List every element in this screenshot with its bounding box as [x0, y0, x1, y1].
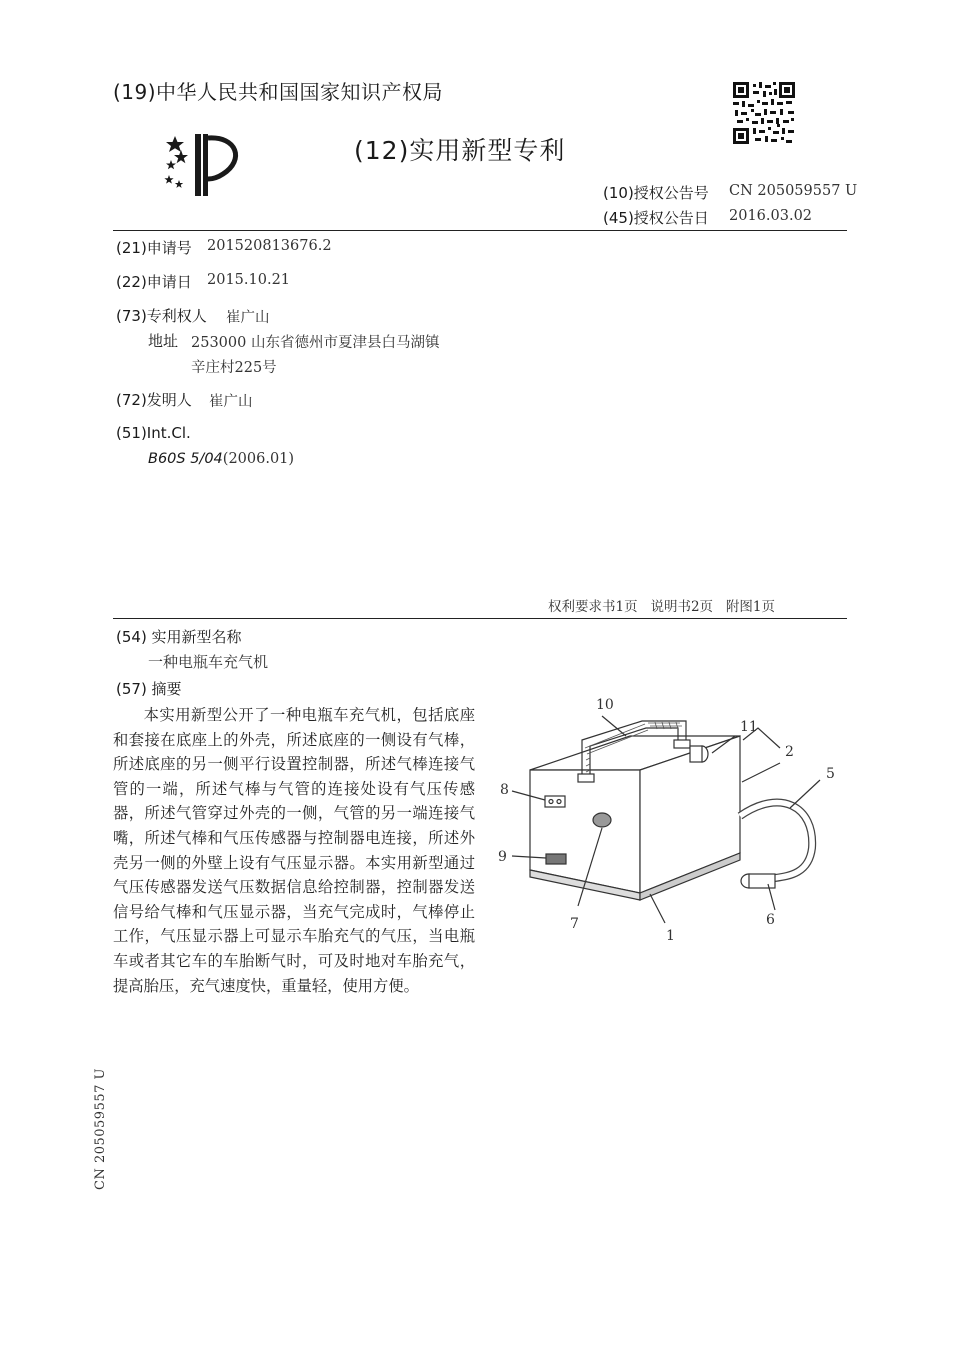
publication-number-label: (10)授权公告号: [603, 184, 709, 202]
device-drawing: [490, 688, 850, 943]
ipc-label: (51)Int.Cl.: [116, 424, 191, 442]
patentee-label: (73)专利权人: [116, 307, 207, 325]
publication-date: 2016.03.02: [729, 208, 813, 224]
ipc-code: B60S 5/04: [148, 451, 223, 467]
label-6: 6: [766, 912, 775, 928]
qr-code-icon: [733, 82, 795, 144]
abstract-label: (57) 摘要: [116, 680, 182, 698]
ipc-version: (2006.01): [222, 451, 295, 467]
label-11: 11: [740, 719, 758, 735]
biblio-divider: [113, 618, 847, 619]
side-publication-number: CN 205059557 U: [93, 1068, 108, 1190]
office-name: (19)中华人民共和国国家知识产权局: [113, 80, 444, 104]
label-5: 5: [826, 766, 835, 782]
label-1: 1: [666, 928, 675, 943]
header-divider: [113, 230, 847, 231]
ipc-classification: [148, 450, 294, 468]
inventor: 崔广山: [209, 394, 253, 410]
application-date: 2015.10.21: [207, 272, 291, 288]
patentee: 崔广山: [226, 310, 270, 326]
document-type-heading: (12)实用新型专利: [354, 136, 566, 165]
label-7: 7: [570, 916, 579, 932]
label-9: 9: [498, 849, 507, 865]
title-section-label: (54) 实用新型名称: [116, 628, 242, 646]
address-label: 地址: [148, 332, 179, 350]
label-10: 10: [596, 697, 614, 713]
application-date-label: (22)申请日: [116, 273, 192, 291]
cnipa-emblem-icon: [157, 130, 247, 200]
page-count: 权利要求书1页 说明书2页 附图1页: [548, 599, 776, 615]
label-8: 8: [500, 782, 509, 798]
address-line-1: 253000 山东省德州市夏津县白马湖镇: [191, 335, 440, 351]
utility-model-title: 一种电瓶车充气机: [148, 653, 269, 671]
application-number-label: (21)申请号: [116, 239, 192, 257]
address-line-2: 辛庄村225号: [191, 360, 277, 376]
application-number: 201520813676.2: [207, 238, 332, 254]
abstract-text: 本实用新型公开了一种电瓶车充气机，包括底座和套接在底座上的外壳，所述底座的一侧设有气棒，所述底座的另一侧平行设置控制器，所述气棒连接气管的一端，所述气棒与气管的连接处设有气压传感器，所述气管穿过外壳的一侧，气管的另一端连接气嘴，所述气棒和气压传感器与控制器电连接，所述外壳另一侧的外壁上设有气压显示器。本实用新型通过气压传感器发送气压数据信息给控制器，控制器发送信号给气棒和气压显示器，当充气完成时，气棒停止工作，气压显示器上可显示车胎充气的气压，当电瓶车或者其它车的车胎断气时，可及时地对车胎充气，提高胎压，充气速度快，重量轻，使用方便。: [113, 706, 475, 995]
inventor-label: (72)发明人: [116, 391, 192, 409]
publication-number: CN 205059557 U: [729, 183, 858, 199]
label-2: 2: [785, 744, 794, 760]
publication-date-label: (45)授权公告日: [603, 209, 709, 227]
